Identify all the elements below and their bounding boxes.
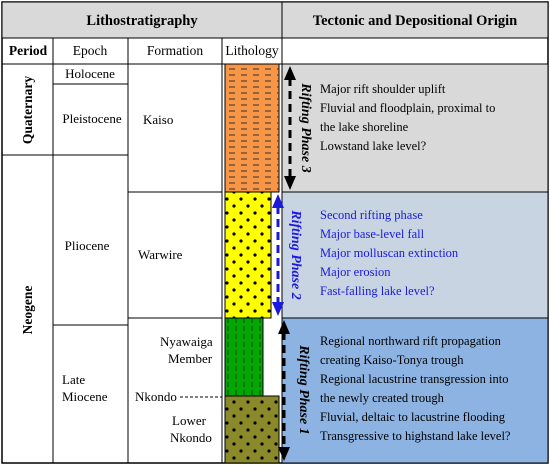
phase2-label: Rifting Phase 2 [288, 210, 303, 300]
lithology-lower-nkondo-pattern [225, 396, 279, 463]
phase1-note: creating Kaiso-Tonya trough [320, 353, 464, 367]
epoch-pleistocene: Pleistocene [62, 111, 122, 126]
formation-lower: Lower [172, 413, 206, 428]
col-formation: Formation [146, 43, 204, 58]
formation-warwire: Warwire [138, 247, 183, 262]
phase3-note: the lake shoreline [320, 120, 409, 134]
epoch-pliocene: Pliocene [64, 238, 110, 253]
phase3-note: Major rift shoulder uplift [320, 82, 446, 96]
phase3-label: Rifting Phase 3 [298, 83, 313, 173]
phase3-note: Lowstand lake level? [320, 139, 427, 153]
lithology-kaiso-pattern [225, 64, 279, 192]
lithostratigraphy-header: Lithostratigraphy [86, 13, 198, 29]
formation-kaiso: Kaiso [143, 112, 174, 127]
lithology-nyawaiga-pattern [225, 318, 263, 396]
phase2-note: Major molluscan extinction [320, 246, 459, 260]
phase1-note: Transgressive to highstand lake level? [320, 429, 511, 443]
tectonic-header: Tectonic and Depositional Origin [312, 13, 518, 29]
phase2-note: Major erosion [320, 265, 391, 279]
phase2-note: Major base-level fall [320, 227, 425, 241]
epoch-holocene: Holocene [65, 66, 115, 81]
phase3-note: Fluvial and floodplain, proximal to [320, 101, 496, 115]
col-period: Period [8, 43, 48, 58]
formation-member: Member [168, 351, 213, 366]
lithology-warwire-pattern [225, 192, 271, 318]
period-quaternary: Quaternary [20, 75, 35, 145]
formation-nkondo: Nkondo [135, 389, 177, 404]
formation-lower-nkondo: Nkondo [170, 430, 212, 445]
col-epoch: Epoch [72, 43, 108, 58]
phase1-label: Rifting Phase 1 [296, 345, 311, 435]
phase1-note: the newly created trough [320, 391, 444, 405]
phase1-note: Fluvial, deltaic to lacustrine flooding [320, 410, 506, 424]
phase1-note: Regional lacustrine transgression into [320, 372, 509, 386]
epoch-miocene: Miocene [62, 389, 108, 404]
period-neogene: Neogene [20, 285, 35, 335]
epoch-late: Late [62, 372, 86, 387]
phase2-note: Fast-falling lake level? [320, 284, 435, 298]
col-lithology: Lithology [225, 43, 279, 58]
phase1-note: Regional northward rift propagation [320, 334, 501, 348]
formation-nyawaiga: Nyawaiga [160, 334, 213, 349]
phase2-note: Second rifting phase [320, 208, 423, 222]
